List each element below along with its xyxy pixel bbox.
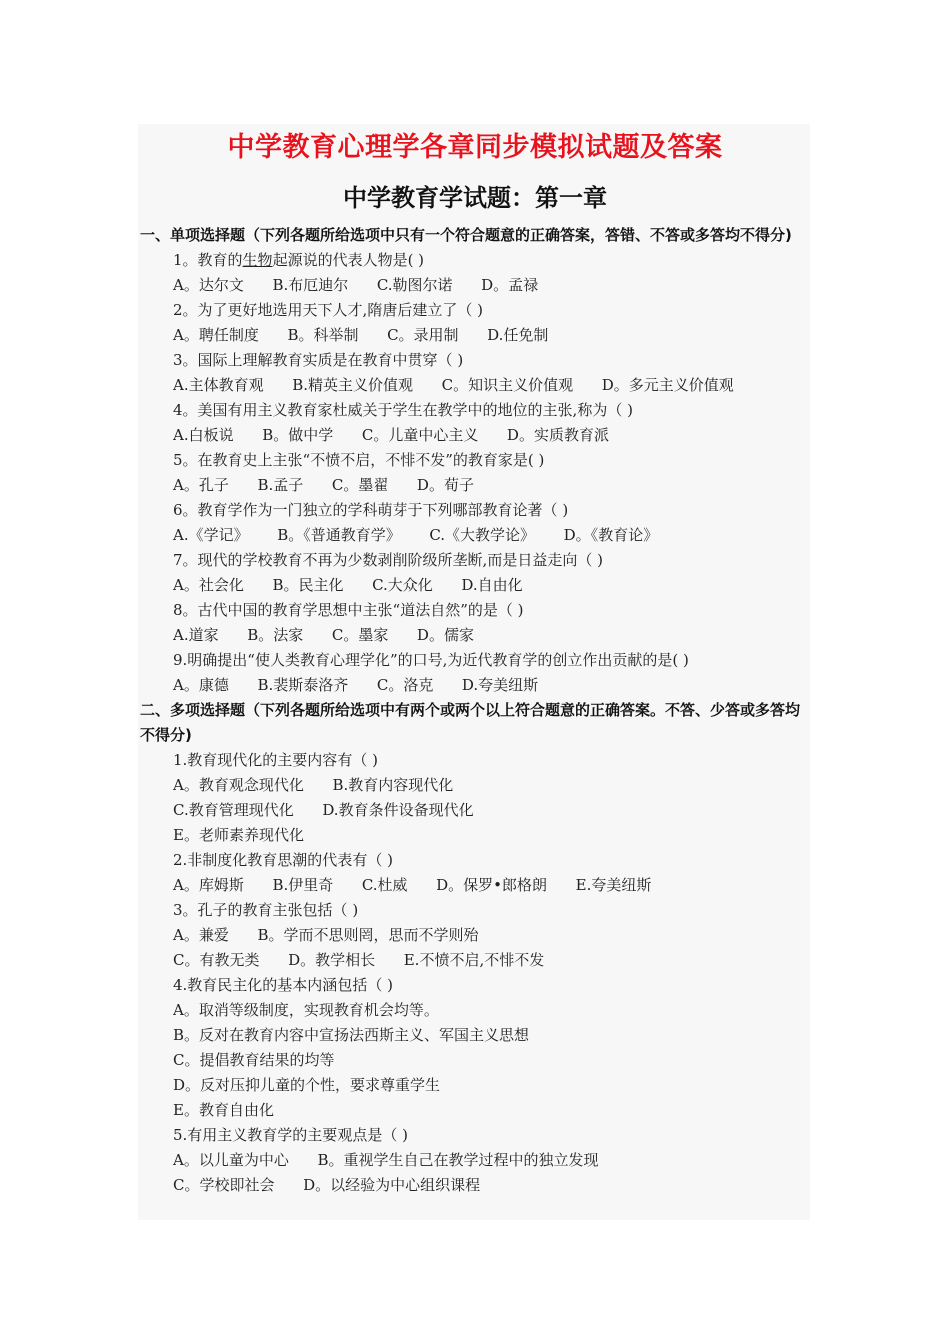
- question-line: A。社会化 B。民主化 C.大众化 D.自由化: [173, 576, 523, 594]
- question-line: 3。国际上理解教育实质是在教育中贯穿（ ): [173, 351, 464, 369]
- question-line: A.《学记》 B。《普通教育学》 C.《大教学论》 D。《教育论》: [173, 526, 659, 544]
- question-line: C。有教无类 D。教学相长 E.不愤不启,不悱不发: [173, 951, 545, 969]
- question-line: C。学校即社会 D。以经验为中心组织课程: [173, 1176, 481, 1194]
- question-line: A。康德 B.裴斯泰洛齐 C。洛克 D.夸美纽斯: [173, 676, 539, 694]
- question-line: 2.非制度化教育思潮的代表有（ ): [173, 851, 393, 869]
- question-line: A。孔子 B.孟子 C。墨翟 D。荀子: [173, 476, 474, 494]
- question-line: 6。教育学作为一门独立的学科萌芽于下列哪部教育论著（ ): [173, 501, 569, 519]
- question-line: A。库姆斯 B.伊里奇 C.杜威 D。保罗•郎格朗 E.夸美纽斯: [173, 876, 652, 894]
- document-body: [140, 223, 812, 1198]
- section-heading-single-choice: 一、单项选择题（下列各题所给选项中只有一个符合题意的正确答案，答错、不答或多答均不得分): [140, 226, 792, 244]
- question-line: A。聘任制度 B。科举制 C。录用制 D.任免制: [173, 326, 549, 344]
- question-line: A。取消等级制度，实现教育机会均等。: [173, 1001, 439, 1019]
- question-line: A。兼爱 B。学而不思则罔，思而不学则殆: [173, 926, 479, 944]
- question-line: [140, 248, 812, 273]
- question-line: 4.教育民主化的基本内涵包括（ ): [173, 976, 393, 994]
- question-line: B。反对在教育内容中宣扬法西斯主义、军国主义思想: [173, 1026, 530, 1044]
- chapter-subtitle: 中学教育学试题：第一章: [343, 184, 607, 212]
- question-line: A。教育观念现代化 B.教育内容现代化: [173, 776, 454, 794]
- question-line: 5.有用主义教育学的主要观点是（ ): [173, 1126, 408, 1144]
- question-line: A.道家 B。法家 C。墨家 D。儒家: [173, 626, 474, 644]
- question-line: A.主体教育观 B.精英主义价值观 C。知识主义价值观 D。多元主义价值观: [173, 376, 734, 394]
- question-text: 1。教育的: [173, 251, 243, 269]
- question-line: A.白板说 B。做中学 C。儿童中心主义 D。实质教育派: [173, 426, 609, 444]
- document-title: 中学教育心理学各章同步模拟试题及答案: [227, 132, 723, 163]
- question-line: 1.教育现代化的主要内容有（ ): [173, 751, 378, 769]
- question-line: A。达尔文 B.布厄迪尔 C.勒图尔诺 D。孟禄: [173, 276, 539, 294]
- question-line: C.教育管理现代化 D.教育条件设备现代化: [173, 801, 474, 819]
- question-line: 2。为了更好地选用天下人才,隋唐后建立了（ ): [173, 301, 483, 319]
- question-line: 5。在教育史上主张“不愤不启，不悱不发”的教育家是( ): [173, 451, 545, 469]
- section-heading-multiple-choice: 二、多项选择题（下列各题所给选项中有两个或两个以上符合题意的正确答案。不答、少答或多答均不得分): [140, 701, 801, 744]
- question-line: 7。现代的学校教育不再为少数剥削阶级所垄断,而是日益走向（ ): [173, 551, 603, 569]
- question-line: 4。美国有用主义教育家杜威关于学生在教学中的地位的主张,称为（ ): [173, 401, 633, 419]
- question-line: E。教育自由化: [173, 1101, 274, 1119]
- question-line: 3。孔子的教育主张包括（ ): [173, 901, 359, 919]
- question-link[interactable]: 生物: [242, 251, 273, 269]
- question-line: C。提倡教育结果的均等: [173, 1051, 335, 1069]
- question-text: 起源说的代表人物是( ): [272, 251, 425, 269]
- question-line: A。以儿童为中心 B。重视学生自己在教学过程中的独立发现: [173, 1151, 599, 1169]
- question-line: 9.明确提出“使人类教育心理学化”的口号,为近代教育学的创立作出贡献的是( ): [173, 651, 689, 669]
- question-line: E。老师素养现代化: [173, 826, 304, 844]
- question-line: D。反对压抑儿童的个性，要求尊重学生: [173, 1076, 441, 1094]
- question-line: 8。古代中国的教育学思想中主张“道法自然”的是（ ): [173, 601, 524, 619]
